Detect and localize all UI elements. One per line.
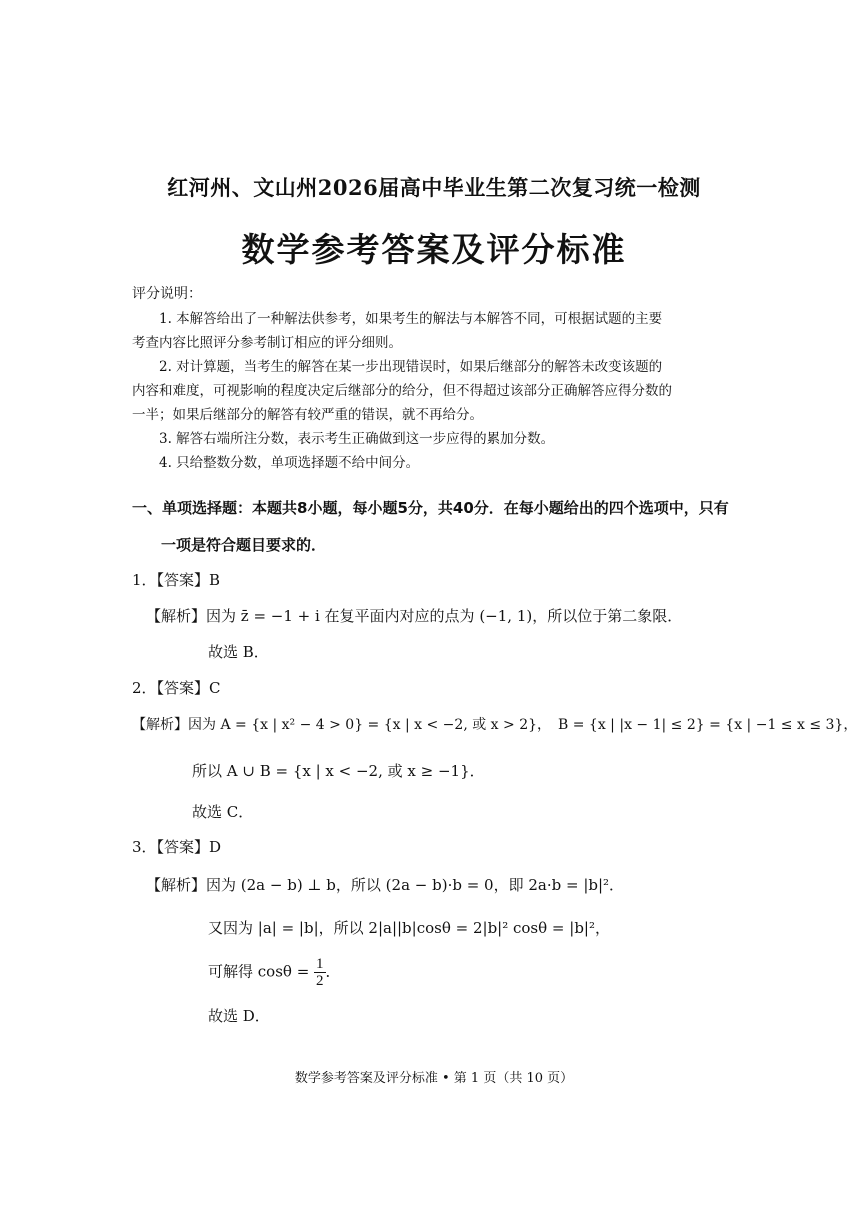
q2-conclusion: 故选 C． bbox=[192, 803, 254, 821]
q3-answer: 3．【答案】D bbox=[132, 838, 222, 856]
note-2-line-1: 2. 对计算题，当考生的解答在某一步出现错误时，如果后继部分的解答未改变该题的 bbox=[159, 359, 663, 375]
q3-line-3-prefix: 可解得 cosθ = bbox=[208, 962, 315, 981]
q3-conclusion: 故选 D． bbox=[208, 1007, 270, 1025]
page-footer: 数学参考答案及评分标准 • 第 1 页（共 10 页） bbox=[294, 1071, 574, 1086]
q2-answer: 2．【答案】C bbox=[132, 679, 221, 697]
fraction-denominator: 2 bbox=[316, 973, 324, 989]
note-2-line-3: 一半；如果后继部分的解答有较严重的错误，就不再给分。 bbox=[132, 407, 483, 423]
exam-subtitle: 红河州、文山州2026届高中毕业生第二次复习统一检测 bbox=[167, 175, 701, 200]
section-heading-line-2: 一项是符合题目要求的． bbox=[161, 536, 327, 554]
fraction-numerator: 1 bbox=[316, 956, 324, 972]
note-4: 4. 只给整数分数，单项选择题不给中间分。 bbox=[159, 455, 420, 471]
page-title: 数学参考答案及评分标准 bbox=[241, 230, 627, 269]
note-3: 3. 解答右端所注分数，表示考生正确做到这一步应得的累加分数。 bbox=[159, 431, 555, 447]
q1-answer: 1．【答案】B bbox=[132, 571, 221, 589]
note-1-line-2: 考查内容比照评分参考制订相应的评分细则。 bbox=[132, 335, 402, 351]
q3-line-3 bbox=[208, 956, 341, 989]
q3-line-3-suffix: ． bbox=[325, 962, 341, 981]
q1-analysis: 【解析】因为 z̄ = −1 + i 在复平面内对应的点为 (−1, 1)，所以位于第二象限． bbox=[146, 607, 683, 625]
fraction-one-half bbox=[314, 956, 326, 989]
q3-line-2: 又因为 |a| = |b|，所以 2|a||b|cosθ = 2|b|² cosθ = |b|²， bbox=[208, 919, 610, 937]
note-2-line-2: 内容和难度，可视影响的程度决定后继部分的给分，但不得超过该部分正确解答应得分数的 bbox=[132, 383, 672, 399]
q2-analysis: 【解析】因为 A = {x | x² − 4 > 0} = {x | x < −2, 或 x > 2}， B = {x | |x − 1| ≤ 2} = {x | −1 ≤ x ≤ 3}， bbox=[132, 717, 858, 733]
q1-conclusion: 故选 B． bbox=[208, 643, 269, 661]
section-heading-line-1: 一、单项选择题：本题共8小题，每小题5分，共40分．在每小题给出的四个选项中，只有 bbox=[132, 499, 729, 517]
q3-analysis: 【解析】因为 (2a − b) ⊥ b，所以 (2a − b)·b = 0，即 2a·b = |b|²． bbox=[146, 876, 625, 894]
note-1-line-1: 1. 本解答给出了一种解法供参考，如果考生的解法与本解答不同，可根据试题的主要 bbox=[159, 311, 663, 327]
notes-heading: 评分说明： bbox=[132, 286, 202, 302]
q2-union: 所以 A ∪ B = {x | x < −2, 或 x ≥ −1}． bbox=[192, 762, 485, 780]
